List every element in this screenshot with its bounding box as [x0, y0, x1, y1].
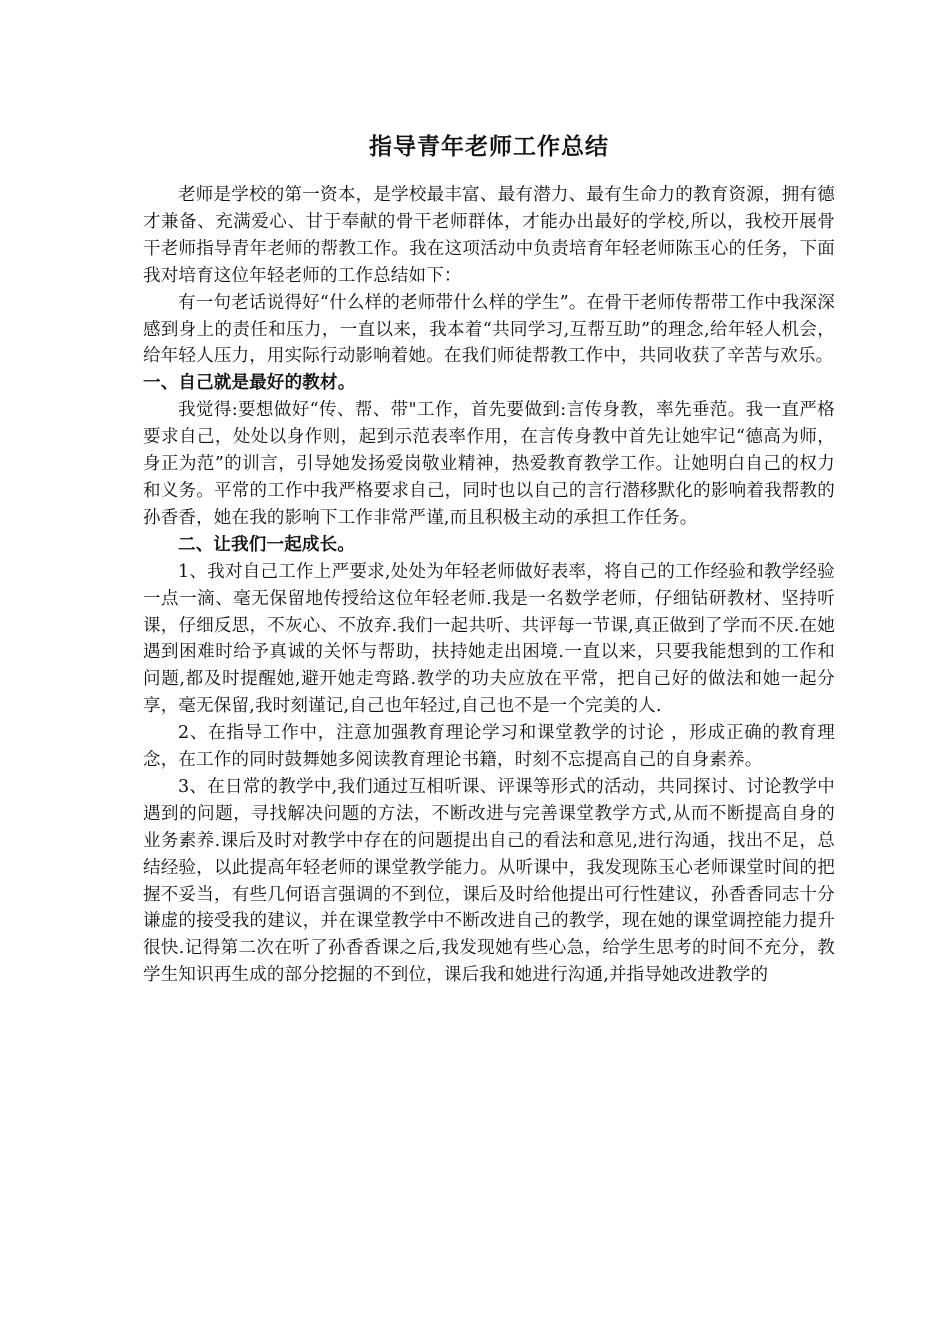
paragraph-intro: 老师是学校的第一资本，是学校最丰富、最有潜力、最有生命力的教育资源，拥有德才兼备、充满爱心、甘于奉献的骨干老师群体，才能办出最好的学校,所以，我校开展骨干老师指导青年老师的帮教工作。我在这项活动中负责培育年轻老师陈玉心的任务，下面我对培育这位年轻老师的工作总结如下： [143, 185, 835, 286]
document-page [143, 0, 835, 989]
paragraph-role-model: 我觉得:要想做好“传、帮、带"工作，首先要做到:言传身教，率先垂范。我一直严格要求自己，处处以身作则，起到示范表率作用，在言传身教中首先让她牢记“德高为师，身正为范”的训言，引导她发扬爱岗敬业精神，热爱教育教学工作。让她明白自己的权力和义务。平常的工作中我严格要求自己，同时也以自己的言行潜移默化的影响着我帮教的孙香香，她在我的影响下工作非常严谨,而且积极主动的承担工作任务。 [143, 400, 835, 528]
paragraph-point-2: 2、在指导工作中，注意加强教育理论学习和课堂教学的讨论 ，形成正确的教育理念，在工作的同时鼓舞她多阅读教育理论书籍，时刻不忘提高自己的自身素养。 [143, 723, 835, 771]
paragraph-point-3: 3、在日常的教学中,我们通过互相听课、评课等形式的活动，共同探讨、讨论教学中遇到的问题，寻找解决问题的方法，不断改进与完善课堂教学方式,从而不断提高自身的业务素养.课后及时对教学中存在的问题提出自己的看法和意见,进行沟通，找出不足，总结经验，以此提高年轻老师的课堂教学能力。从听课中，我发现陈玉心老师课堂时间的把握不妥当，有些几何语言强调的不到位，课后及时给他提出可行性建议，孙香香同志十分谦虚的接受我的建议，并在课堂教学中不断改进自己的教学，现在她的课堂调控能力提升很快.记得第二次在听了孙香香课之后,我发现她有些心急，给学生思考的时间不充分，教学生知识再生成的部分挖掘的不到位，课后我和她进行沟通,并指导她改进教学的 [143, 776, 835, 986]
document-title: 指导青年老师工作总结 [369, 133, 609, 160]
document-body [143, 182, 835, 989]
section-heading-2: 二、让我们一起成长。 [178, 534, 355, 555]
paragraph-saying: 有一句老话说得好“什么样的老师带什么样的学生”。在骨干老师传帮带工作中我深深感到身上的责任和压力，一直以来，我本着“共同学习,互帮互助”的理念,给年轻人机会，给年轻人压力，用实际行动影响着她。在我们师徒帮教工作中，共同收获了辛苦与欢乐。 [143, 292, 835, 367]
section-heading-1: 一、自己就是最好的教材。 [143, 373, 356, 394]
paragraph-point-1: 1、我对自己工作上严要求,处处为年轻老师做好表率，将自己的工作经验和教学经验一点一滴、毫无保留地传授给这位年轻老师.我是一名数学老师，仔细钻研教材、坚持听课，仔细反思，不灰心、不放弃.我们一起共听、共评每一节课,真正做到了学而不厌.在她遇到困难时给予真诚的关怀与帮助，扶持她走出困境.一直以来，只要我能想到的工作和问题,都及时提醒她,避开她走弯路.教学的功夫应放在平常，把自己好的做法和她一起分享，毫无保留,我时刻谨记,自己也年轻过,自己也不是一个完美的人. [143, 561, 835, 717]
